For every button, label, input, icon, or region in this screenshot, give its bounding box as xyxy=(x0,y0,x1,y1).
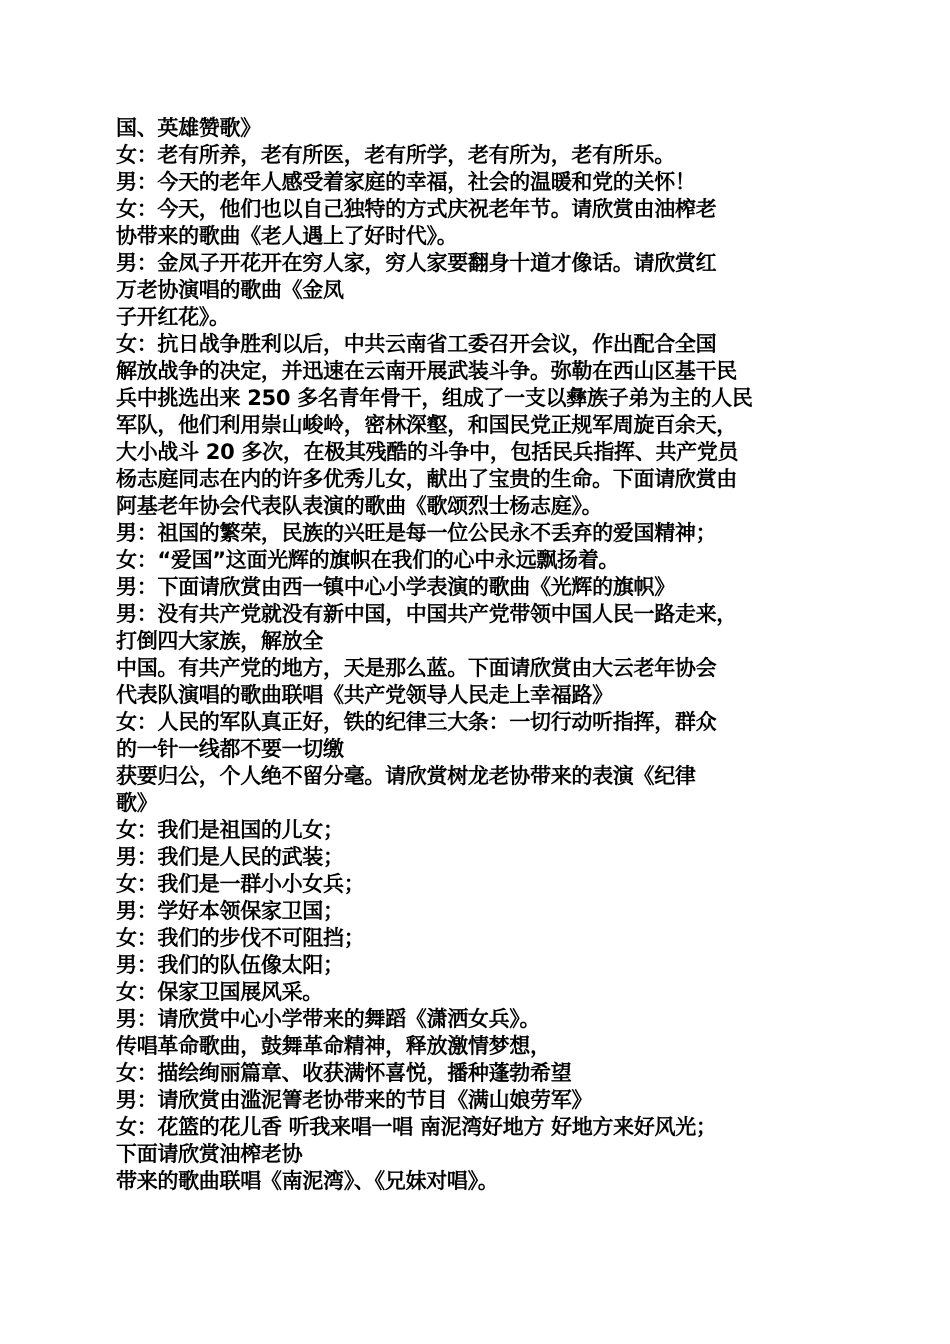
text-line: 协带来的歌曲《老人遇上了好时代》。 xyxy=(116,224,458,248)
text-line: 男：没有共产党就没有新中国，中国共产党带领中国人民一路走来， xyxy=(116,602,737,626)
text-line: 女：我们的步伐不可阻挡； xyxy=(116,926,365,950)
text-line: 男：金凤子开花开在穷人家，穷人家要翻身十道才像话。请欣赏红 xyxy=(116,251,717,275)
text-line: 代表队演唱的歌曲联唱《共产党领导人民走上幸福路》 xyxy=(116,683,613,707)
text-line: 的一针一线都不要一切缴 xyxy=(116,737,344,761)
text-line: 男：祖国的繁荣，民族的兴旺是每一位公民永不丢弃的爱国精神； xyxy=(116,521,717,545)
text-line: 女：保家卫国展风采。 xyxy=(116,980,323,1004)
text-line: 女：抗日战争胜利以后，中共云南省工委召开会议，作出配合全国 xyxy=(116,332,717,356)
text-line: 子开红花》。 xyxy=(116,305,230,329)
text-line: 男：学好本领保家卫国； xyxy=(116,899,344,923)
text-line: 女：我们是一群小小女兵； xyxy=(116,872,365,896)
text-line: 女：人民的军队真正好，铁的纪律三大条：一切行动听指挥，群众 xyxy=(116,710,717,734)
text-line: 中国。有共产党的地方，天是那么蓝。下面请欣赏由大云老年协会 xyxy=(116,656,717,680)
text-line: 女：描绘绚丽篇章、收获满怀喜悦，播种蓬勃希望 xyxy=(116,1061,572,1085)
text-line: 歌》 xyxy=(116,791,158,815)
text-line: 男：今天的老年人感受着家庭的幸福，社会的温暖和党的关怀！ xyxy=(116,170,696,194)
text-line: 阿基老年协会代表队表演的歌曲《歌颂烈士杨志庭》。 xyxy=(116,494,603,518)
text-line: 传唱革命歌曲，鼓舞革命精神，释放激情梦想， xyxy=(116,1034,551,1058)
text-line: 兵中挑选出来 250 多名青年骨干，组成了一支以彝族子弟为主的人民 xyxy=(116,386,753,410)
text-line: 带来的歌曲联唱《南泥湾》、《兄妹对唱》。 xyxy=(116,1169,499,1193)
text-line: 男：请欣赏中心小学带来的舞蹈《潇洒女兵》。 xyxy=(116,1007,541,1031)
text-line: 女：老有所养，老有所医，老有所学，老有所为，老有所乐。 xyxy=(116,143,675,167)
text-line: 杨志庭同志在内的许多优秀儿女，献出了宝贵的生命。下面请欣赏由 xyxy=(116,467,737,491)
text-line: 女：花篮的花儿香 听我来唱一唱 南泥湾好地方 好地方来好风光； xyxy=(116,1115,717,1139)
text-line: 万老协演唱的歌曲《金凤 xyxy=(116,278,344,302)
text-line: 男：请欣赏由滥泥箐老协带来的节目《满山娘劳军》 xyxy=(116,1088,593,1112)
text-line: 女：今天，他们也以自己独特的方式庆祝老年节。请欣赏由油榨老 xyxy=(116,197,717,221)
text-line: 女：“爱国”这面光辉的旗帜在我们的心中永远飘扬着。 xyxy=(116,548,620,572)
document-body xyxy=(116,115,840,1195)
text-line: 男：我们是人民的武装； xyxy=(116,845,344,869)
text-line: 军队，他们利用崇山峻岭，密林深壑，和国民党正规军周旋百余天， xyxy=(116,413,737,437)
text-line: 女：我们是祖国的儿女； xyxy=(116,818,344,842)
text-line: 国、英雄赞歌》 xyxy=(116,116,261,140)
text-line: 大小战斗 20 多次，在极其残酷的斗争中，包括民兵指挥、共产党员 xyxy=(116,440,739,464)
text-line: 下面请欣赏油榨老协 xyxy=(116,1142,303,1166)
text-line: 解放战争的决定，并迅速在云南开展武装斗争。弥勒在西山区基干民 xyxy=(116,359,737,383)
text-line: 获要归公，个人绝不留分毫。请欣赏树龙老协带来的表演《纪律 xyxy=(116,764,696,788)
text-line: 男：我们的队伍像太阳； xyxy=(116,953,344,977)
text-line: 男：下面请欣赏由西一镇中心小学表演的歌曲《光辉的旗帜》 xyxy=(116,575,675,599)
text-line: 打倒四大家族，解放全 xyxy=(116,629,323,653)
